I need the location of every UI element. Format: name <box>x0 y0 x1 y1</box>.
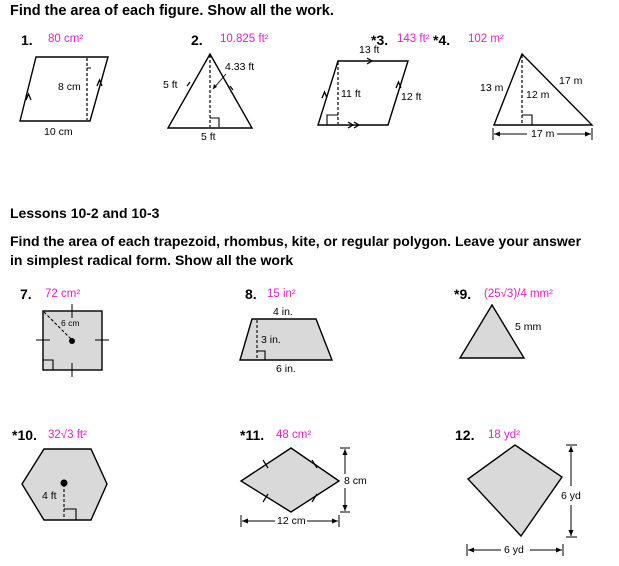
problem-3-top-label: 13 ft <box>359 44 380 56</box>
problem-2-height-label: 4.33 ft <box>225 61 255 73</box>
problem-7-number: 7. <box>20 286 32 302</box>
problem-1-number: 1. <box>21 32 33 48</box>
problem-8-answer: 15 in² <box>267 288 296 300</box>
problem-11-answer: 48 cm² <box>276 429 312 441</box>
problem-11-height-label: 8 cm <box>344 475 367 487</box>
problem-10-answer: 32√3 ft² <box>48 429 87 441</box>
problem-12-number: 12. <box>455 427 475 443</box>
problem-3-answer: 143 ft² <box>397 33 430 45</box>
left-arrow-icon <box>468 548 474 553</box>
page-title: Find the area of each figure. Show all the work. <box>10 3 334 19</box>
down-arrow-icon <box>569 530 574 536</box>
problem-9-number: *9. <box>454 286 472 302</box>
problem-12-answer: 18 yd² <box>488 429 520 441</box>
problem-9-side-label: 5 mm <box>515 321 542 333</box>
problem-11-number: *11. <box>240 427 265 443</box>
problem-3-height-label: 11 ft <box>341 88 361 100</box>
problem-2-number: 2. <box>191 32 203 48</box>
problem-2-base-label: 5 ft <box>201 131 216 143</box>
problem-8-top-label: 4 in. <box>273 306 293 318</box>
problem-11-width-label: 12 cm <box>277 515 306 527</box>
problem-2-answer: 10.825 ft² <box>220 33 269 45</box>
problem-10-number: *10. <box>12 427 37 443</box>
instructions-line-2: in simplest radical form. Show all the work <box>10 252 294 268</box>
problem-4-hyp-label: 17 m <box>559 75 583 87</box>
problem-10-apothem-label: 4 ft <box>42 490 57 502</box>
problem-8-base-label: 6 in. <box>276 363 296 375</box>
problem-4-number: *4. <box>433 32 451 48</box>
problem-2-side-label: 5 ft <box>163 79 178 91</box>
lessons-heading: Lessons 10-2 and 10-3 <box>10 205 160 221</box>
problem-1-height-label: 8 cm <box>58 81 81 93</box>
problem-7-answer: 72 cm² <box>45 288 81 300</box>
problem-4-base-label: 17 m <box>531 128 555 140</box>
problem-3-number: *3. <box>371 32 389 48</box>
problem-4-side-label: 13 m <box>480 82 504 94</box>
right-arrow-icon <box>556 548 562 553</box>
problem-1-base-label: 10 cm <box>44 126 73 138</box>
problem-3-side-label: 12 ft <box>401 91 422 103</box>
problem-4-height-label: 12 m <box>526 89 550 101</box>
problem-8-number: 8. <box>245 286 257 302</box>
problem-1-answer: 80 cm² <box>48 33 84 45</box>
problem-12-height-label: 6 yd <box>561 490 581 502</box>
up-arrow-icon <box>569 446 574 452</box>
problem-7-radius-label: 6 cm <box>61 318 80 328</box>
problem-12-width-label: 6 yd <box>504 544 524 556</box>
kite-shape <box>468 445 562 536</box>
instructions-line-1: Find the area of each trapezoid, rhombus, kite, or regular polygon. Leave your answer <box>10 233 582 249</box>
problem-8-height-label: 3 in. <box>261 334 281 346</box>
problem-9-answer: (25√3)/4 mm² <box>484 288 553 300</box>
problem-4-answer: 102 m² <box>468 33 504 45</box>
